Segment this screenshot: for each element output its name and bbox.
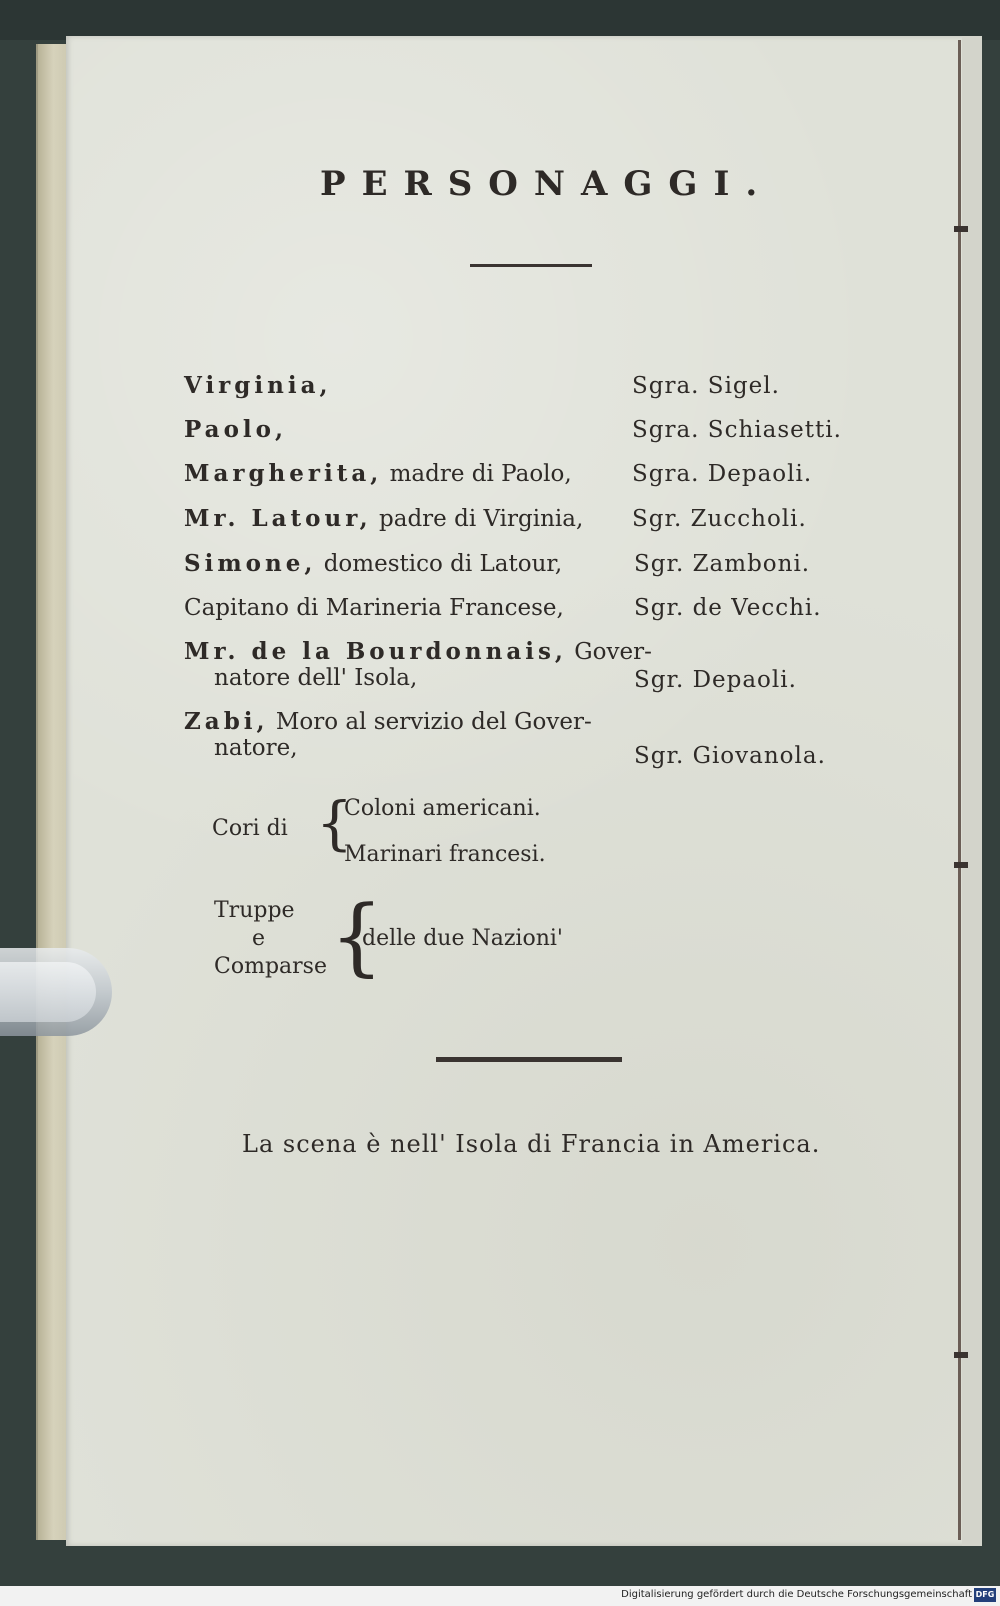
troops-label: Truppe bbox=[214, 898, 295, 923]
title-rule bbox=[470, 264, 592, 267]
character-role: Capitano di Marineria Francese, bbox=[184, 595, 564, 621]
singer-name: Sgr. de Vecchi. bbox=[634, 595, 822, 621]
chorus-brace: { bbox=[316, 789, 353, 857]
troops-label: e bbox=[252, 926, 266, 951]
book-page bbox=[66, 36, 974, 1546]
troops-label: Comparse bbox=[214, 954, 327, 979]
character-role: Moro al servizio del Gover- bbox=[268, 709, 592, 735]
character-name: Mr. Latour, bbox=[184, 505, 372, 532]
troops-brace: { bbox=[330, 887, 384, 985]
singer-name: Sgra. Schiasetti. bbox=[632, 417, 842, 443]
troops-text: delle due Nazioni' bbox=[362, 926, 563, 951]
character-role: domestico di Latour, bbox=[316, 551, 563, 577]
closing-rule bbox=[436, 1057, 622, 1062]
facing-page-edge bbox=[962, 36, 982, 1546]
page-title: PERSONAGGI. bbox=[320, 164, 774, 204]
binding-stitch bbox=[954, 226, 968, 232]
credit-text: Digitalisierung gefördert durch die Deutsche Forschungsgemeinschaft bbox=[621, 1589, 972, 1600]
character-name: Simone, bbox=[184, 550, 317, 577]
character-name: Paolo, bbox=[184, 416, 288, 443]
character-name: Margherita, bbox=[184, 460, 383, 487]
character-role: padre di Virginia, bbox=[371, 506, 584, 532]
chorus-label: Cori di bbox=[212, 816, 288, 841]
binding-stitch bbox=[954, 862, 968, 868]
character-role-continued: natore, bbox=[214, 735, 298, 761]
singer-name: Sgra. Sigel. bbox=[632, 373, 780, 399]
chorus-item: Coloni americani. bbox=[344, 796, 541, 821]
page-clip-highlight bbox=[0, 962, 96, 1022]
scanner-top-edge bbox=[0, 0, 1000, 40]
singer-name: Sgr. Zamboni. bbox=[634, 551, 811, 577]
character-role: Gover- bbox=[566, 639, 652, 665]
character-name: Virginia, bbox=[184, 372, 332, 399]
character-name: Mr. de la Bourdonnais, bbox=[184, 638, 567, 665]
setting-line: La scena è nell' Isola di Francia in America. bbox=[242, 1130, 821, 1158]
singer-name: Sgr. Depaoli. bbox=[634, 667, 797, 693]
chorus-item: Marinari francesi. bbox=[344, 842, 546, 867]
singer-name: Sgr. Giovanola. bbox=[634, 743, 826, 769]
binding-stitch bbox=[954, 1352, 968, 1358]
singer-name: Sgr. Zuccholi. bbox=[632, 506, 807, 532]
dfg-logo: DFG bbox=[974, 1588, 996, 1602]
character-role: madre di Paolo, bbox=[382, 461, 572, 487]
character-role-continued: natore dell' Isola, bbox=[214, 665, 418, 691]
binding-gutter bbox=[958, 40, 961, 1540]
singer-name: Sgra. Depaoli. bbox=[632, 461, 813, 487]
character-name: Zabi, bbox=[184, 708, 269, 735]
